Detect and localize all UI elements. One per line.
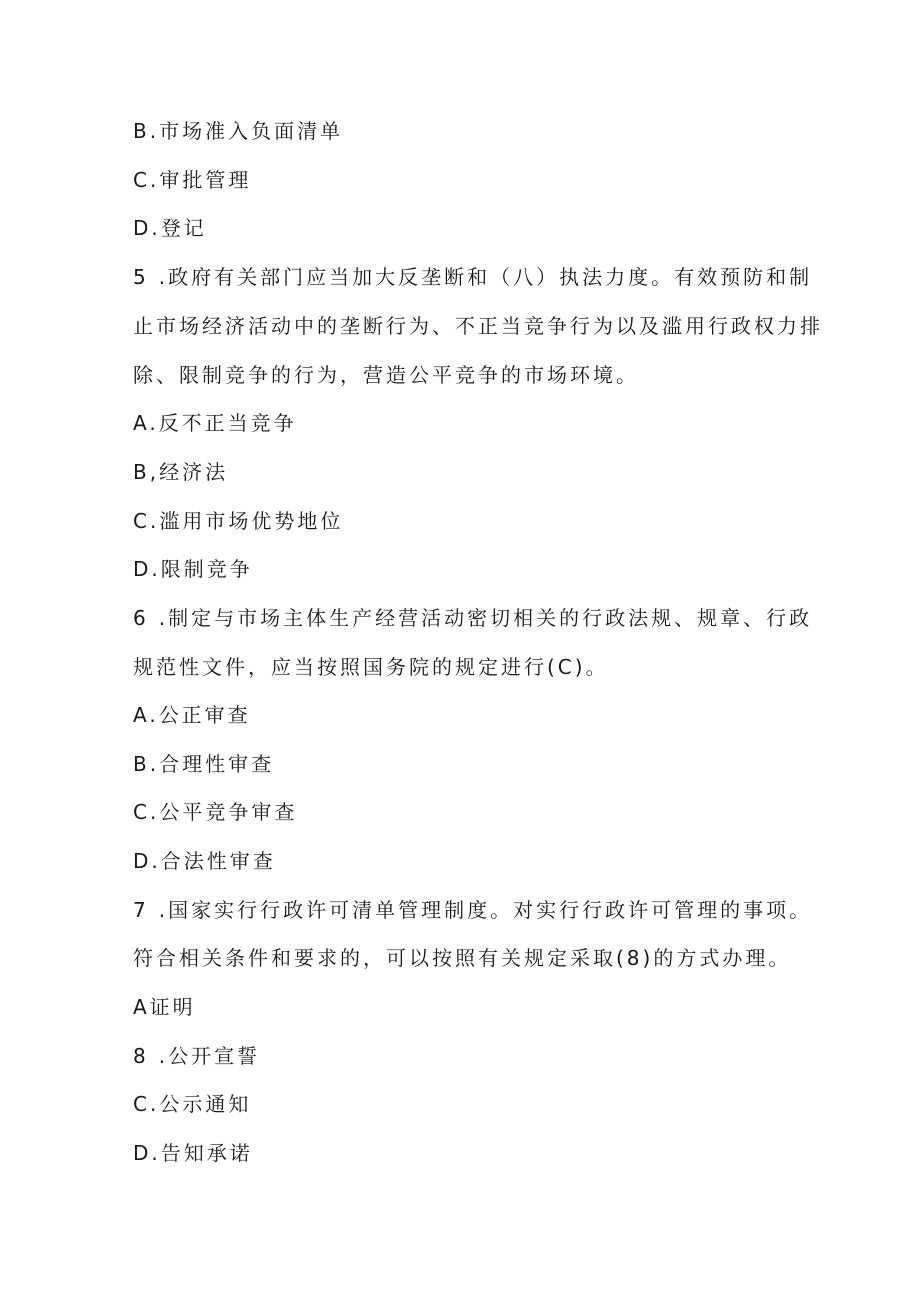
q8-option-c: C.公示通知 xyxy=(133,1092,252,1116)
q8-number: 8 xyxy=(133,1044,149,1068)
q8-text-1: .公开宣誓 xyxy=(158,1044,261,1068)
q5-number: 5 xyxy=(133,265,149,289)
q7-number: 7 xyxy=(133,898,149,922)
q5-option-c: C.滥用市场优势地位 xyxy=(133,509,344,533)
q5-line-1 xyxy=(133,263,812,291)
q7-line-1 xyxy=(133,896,812,924)
q5-option-a: A.反不正当竞争 xyxy=(133,411,297,435)
q6-line-1 xyxy=(133,604,812,632)
q6-option-c: C.公平竞争审查 xyxy=(133,800,298,824)
q4-option-c: C.审批管理 xyxy=(133,168,252,192)
q5-line-2: 止市场经济活动中的垄断行为、不正当竞争行为以及滥用行政权力排 xyxy=(133,314,823,338)
q7-line-2: 符合相关条件和要求的，可以按照有关规定采取(8)的方式办理。 xyxy=(133,946,792,970)
q5-text-1: .政府有关部门应当加大反垄断和（八）执法力度。有效预防和制 xyxy=(158,265,813,289)
q4-option-b: B.市场准入负面清单 xyxy=(133,119,344,143)
q7-option-a: A证明 xyxy=(133,995,196,1019)
q5-option-d: D.限制竞争 xyxy=(133,557,253,581)
q6-option-d: D.合法性审查 xyxy=(133,849,276,873)
q4-option-d: D.登记 xyxy=(133,216,207,240)
q5-option-b: B,经济法 xyxy=(133,460,229,484)
q6-number: 6 xyxy=(133,606,149,630)
q6-option-a: A.公正审查 xyxy=(133,703,251,727)
q8-option-d: D.告知承诺 xyxy=(133,1141,253,1165)
q6-option-b: B.合理性审查 xyxy=(133,752,275,776)
q6-text-1: .制定与市场主体生产经营活动密切相关的行政法规、规章、行政 xyxy=(158,606,813,630)
q8-line-1 xyxy=(133,1042,260,1070)
q5-line-3: 除、限制竞争的行为，营造公平竞争的市场环境。 xyxy=(133,363,639,387)
q6-line-2: 规范性文件，应当按照国务院的规定进行(C)。 xyxy=(133,655,609,679)
q7-text-1: .国家实行行政许可清单管理制度。对实行行政许可管理的事项。 xyxy=(158,898,813,922)
